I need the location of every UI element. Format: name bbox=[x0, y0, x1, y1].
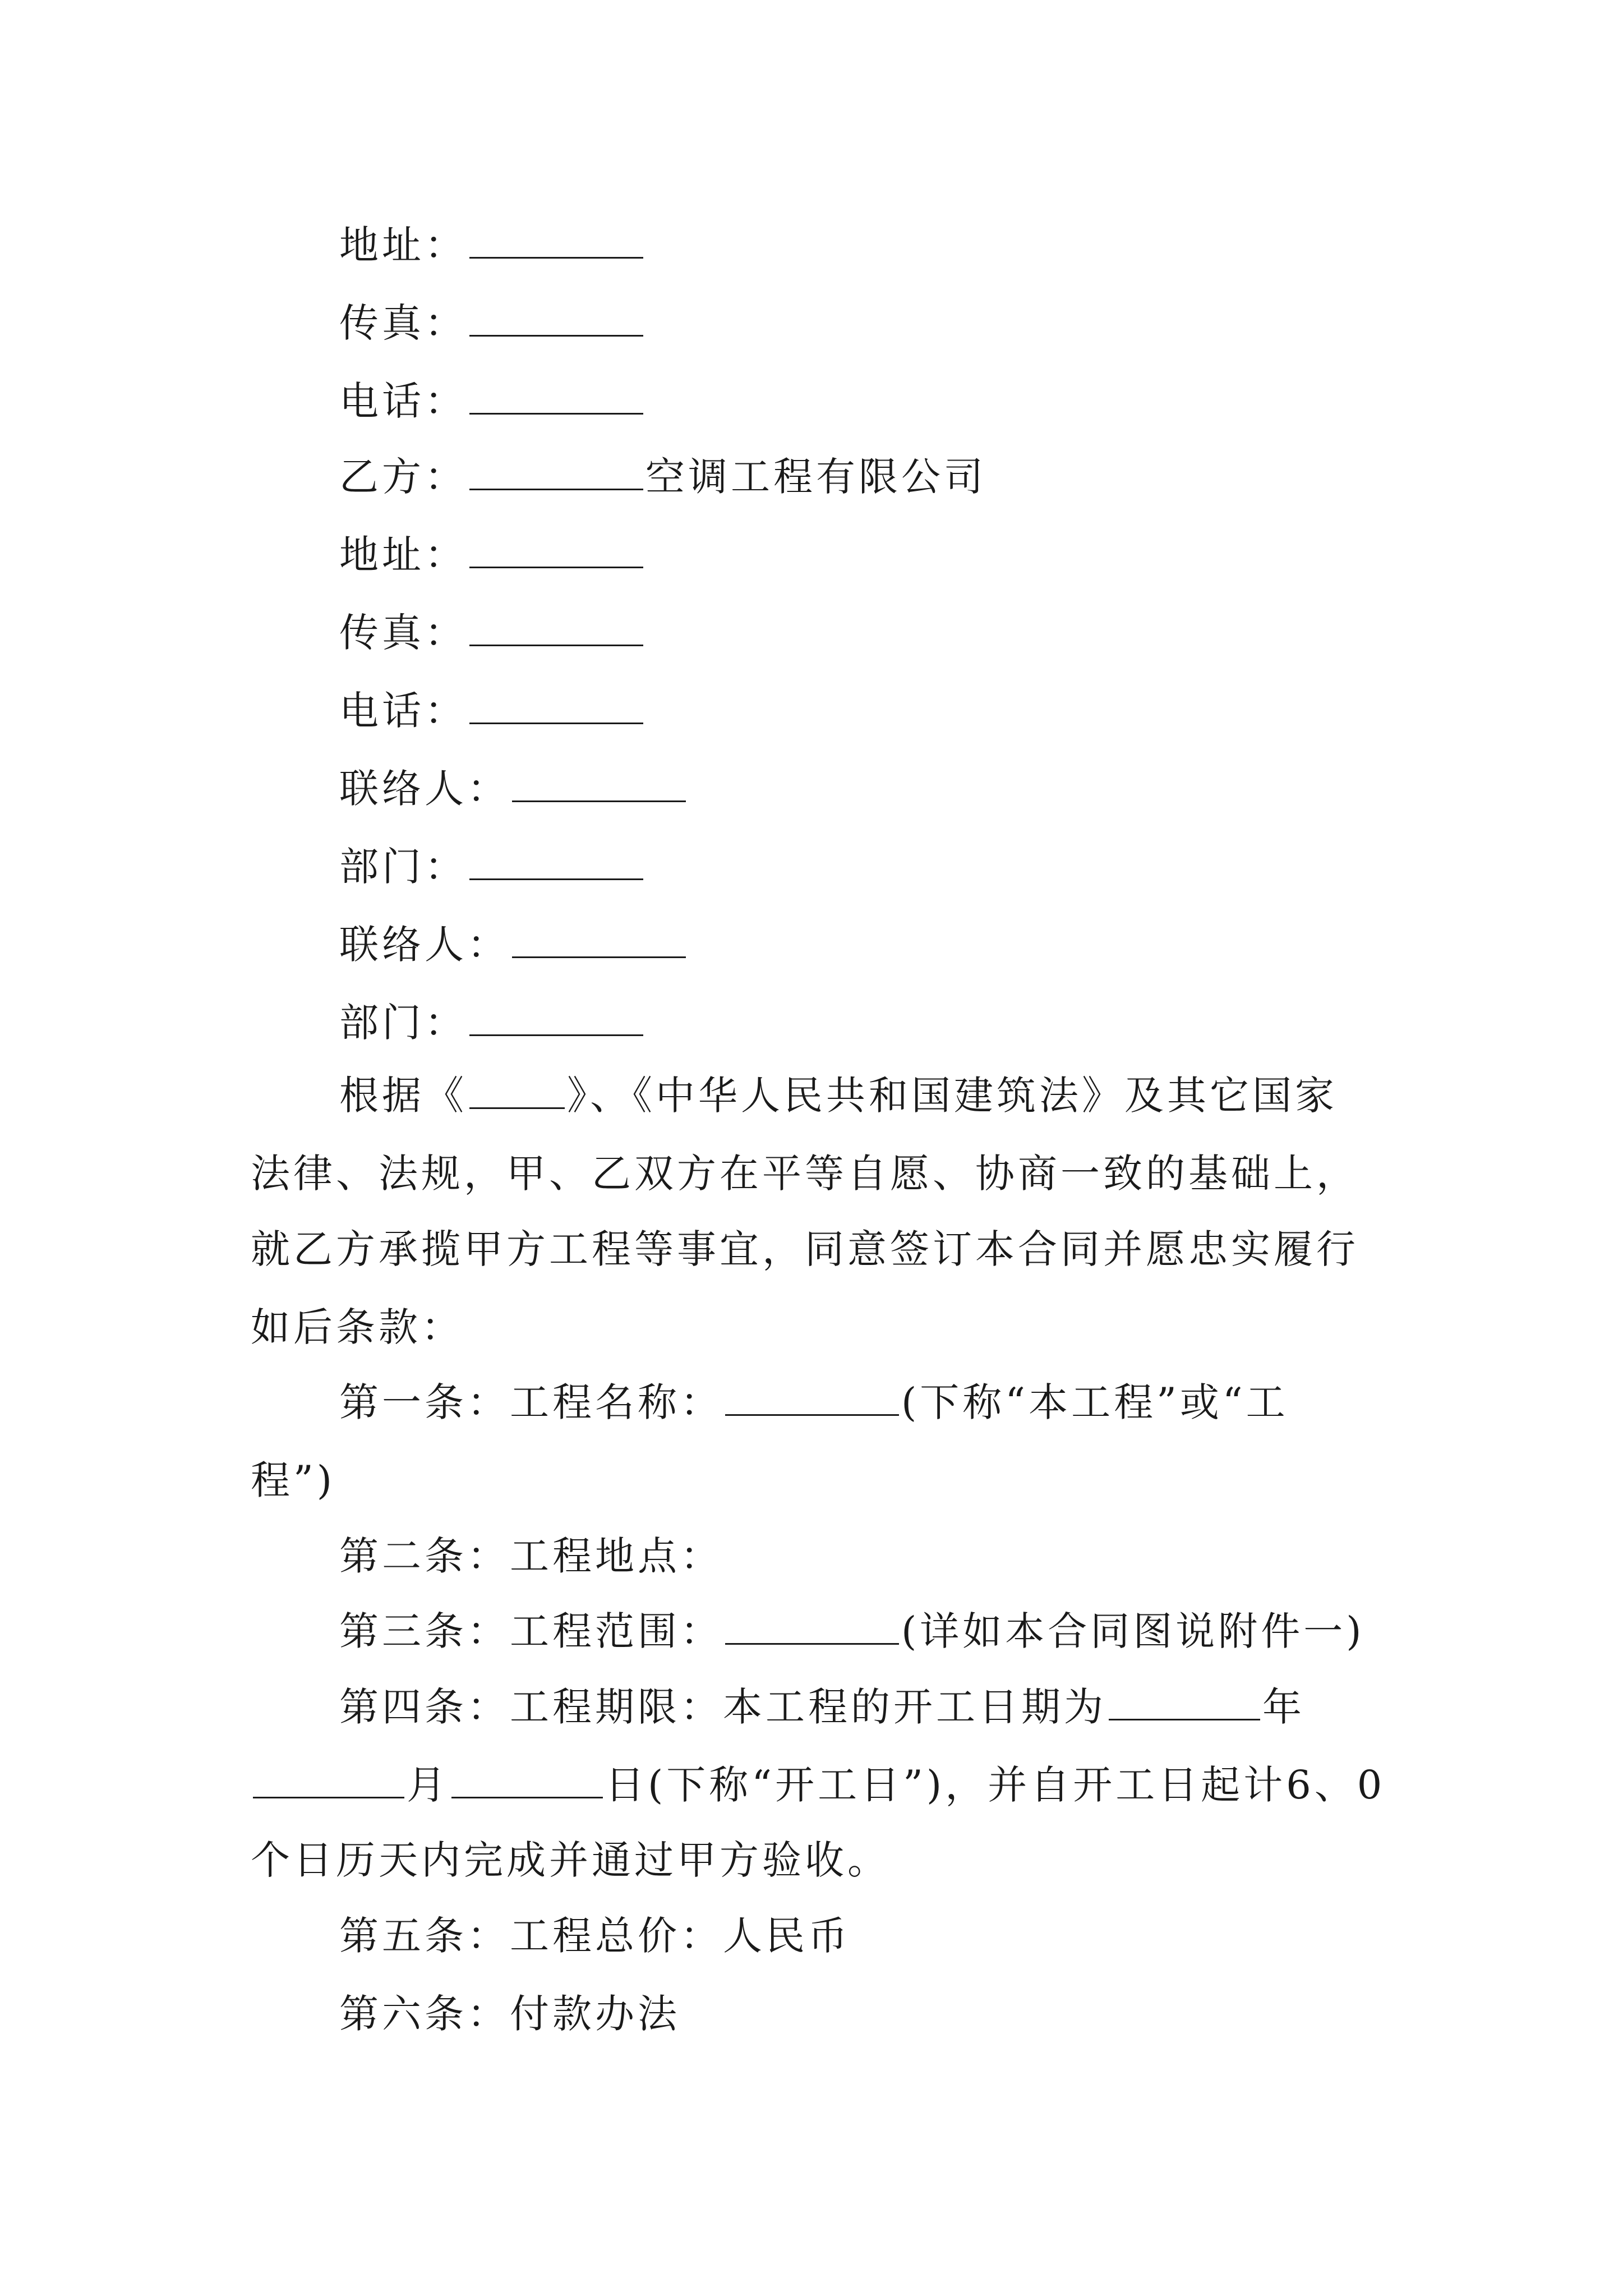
department-label: 部门： bbox=[339, 1000, 467, 1046]
phone-blank[interactable] bbox=[469, 691, 643, 724]
address-blank[interactable] bbox=[469, 535, 643, 568]
contact-blank[interactable] bbox=[512, 769, 686, 802]
party-b-address-line bbox=[339, 527, 645, 583]
preamble-line-2: 法律、法规，甲、乙双方在平等自愿、协商一致的基础上， bbox=[251, 1151, 1359, 1197]
article-4-line bbox=[339, 1679, 1305, 1735]
department-label: 部门： bbox=[339, 844, 467, 890]
fax-label: 传真： bbox=[339, 610, 467, 656]
contact-blank[interactable] bbox=[512, 925, 686, 958]
start-year-blank[interactable] bbox=[1109, 1687, 1260, 1720]
party-b-name-blank[interactable] bbox=[469, 457, 643, 490]
article-3-tail: (详如本合同图说附件一) bbox=[901, 1608, 1365, 1654]
phone-label: 电话： bbox=[339, 378, 467, 424]
article-1-line bbox=[339, 1374, 1289, 1430]
preamble-line-4: 如后条款： bbox=[251, 1304, 464, 1350]
article-1-label: 第一条：工程名称： bbox=[339, 1379, 723, 1425]
party-b-company-suffix: 空调工程有限公司 bbox=[645, 454, 986, 500]
article-3-line bbox=[339, 1603, 1365, 1659]
article-4-line-2 bbox=[251, 1757, 1385, 1813]
start-day-blank[interactable] bbox=[451, 1765, 603, 1798]
party-b-fax-line bbox=[339, 605, 645, 661]
address-blank[interactable] bbox=[469, 226, 643, 259]
party-b-phone-line bbox=[339, 683, 645, 739]
article-4-label: 第四条：工程期限：本工程的开工日期为 bbox=[339, 1684, 1106, 1730]
party-a-phone-line bbox=[339, 373, 645, 429]
article-6-line: 第六条：付款办法 bbox=[339, 1991, 680, 2037]
phone-label: 电话： bbox=[339, 688, 467, 734]
department-line bbox=[339, 839, 645, 895]
project-name-blank[interactable] bbox=[725, 1383, 899, 1416]
party-a-address-line bbox=[339, 217, 645, 273]
start-month-blank[interactable] bbox=[253, 1765, 404, 1798]
address-label: 地址： bbox=[339, 222, 467, 268]
contact-label: 联络人： bbox=[339, 766, 510, 812]
preamble-line-1 bbox=[339, 1068, 1338, 1124]
address-label: 地址： bbox=[339, 532, 467, 578]
month-label: 月 bbox=[407, 1762, 449, 1808]
contact-line bbox=[339, 761, 688, 817]
department-blank[interactable] bbox=[469, 847, 643, 880]
article-5-line: 第五条：工程总价：人民币 bbox=[339, 1913, 851, 1959]
law-name-blank[interactable] bbox=[469, 1076, 565, 1109]
project-scope-blank[interactable] bbox=[725, 1612, 899, 1645]
year-label: 年 bbox=[1262, 1684, 1305, 1730]
article-4-day-tail: 日(下称“开工日”)，并自开工日起计6、0 bbox=[605, 1762, 1386, 1808]
article-1-continuation: 程”) bbox=[251, 1457, 336, 1503]
article-2-line: 第二条：工程地点： bbox=[339, 1533, 723, 1579]
party-b-name-line bbox=[339, 449, 986, 505]
phone-blank[interactable] bbox=[469, 381, 643, 415]
article-4-continuation: 个日历天内完成并通过甲方验收。 bbox=[251, 1837, 890, 1883]
contact-label: 联络人： bbox=[339, 922, 510, 968]
party-a-fax-line bbox=[339, 295, 645, 351]
article-1-tail: (下称“本工程”或“工 bbox=[901, 1379, 1289, 1425]
party-b-label: 乙方： bbox=[339, 454, 467, 500]
preamble-text: 根据《 bbox=[339, 1073, 467, 1119]
department-blank[interactable] bbox=[469, 1003, 643, 1036]
contact-line bbox=[339, 917, 688, 973]
fax-blank[interactable] bbox=[469, 303, 643, 337]
department-line bbox=[339, 995, 645, 1051]
preamble-line-3: 就乙方承揽甲方工程等事宜，同意签订本合同并愿忠实履行 bbox=[251, 1226, 1359, 1272]
fax-label: 传真： bbox=[339, 300, 467, 346]
preamble-text: 》、《中华人民共和国建筑法》及其它国家 bbox=[567, 1073, 1338, 1119]
fax-blank[interactable] bbox=[469, 613, 643, 646]
article-3-label: 第三条：工程范围： bbox=[339, 1608, 723, 1654]
